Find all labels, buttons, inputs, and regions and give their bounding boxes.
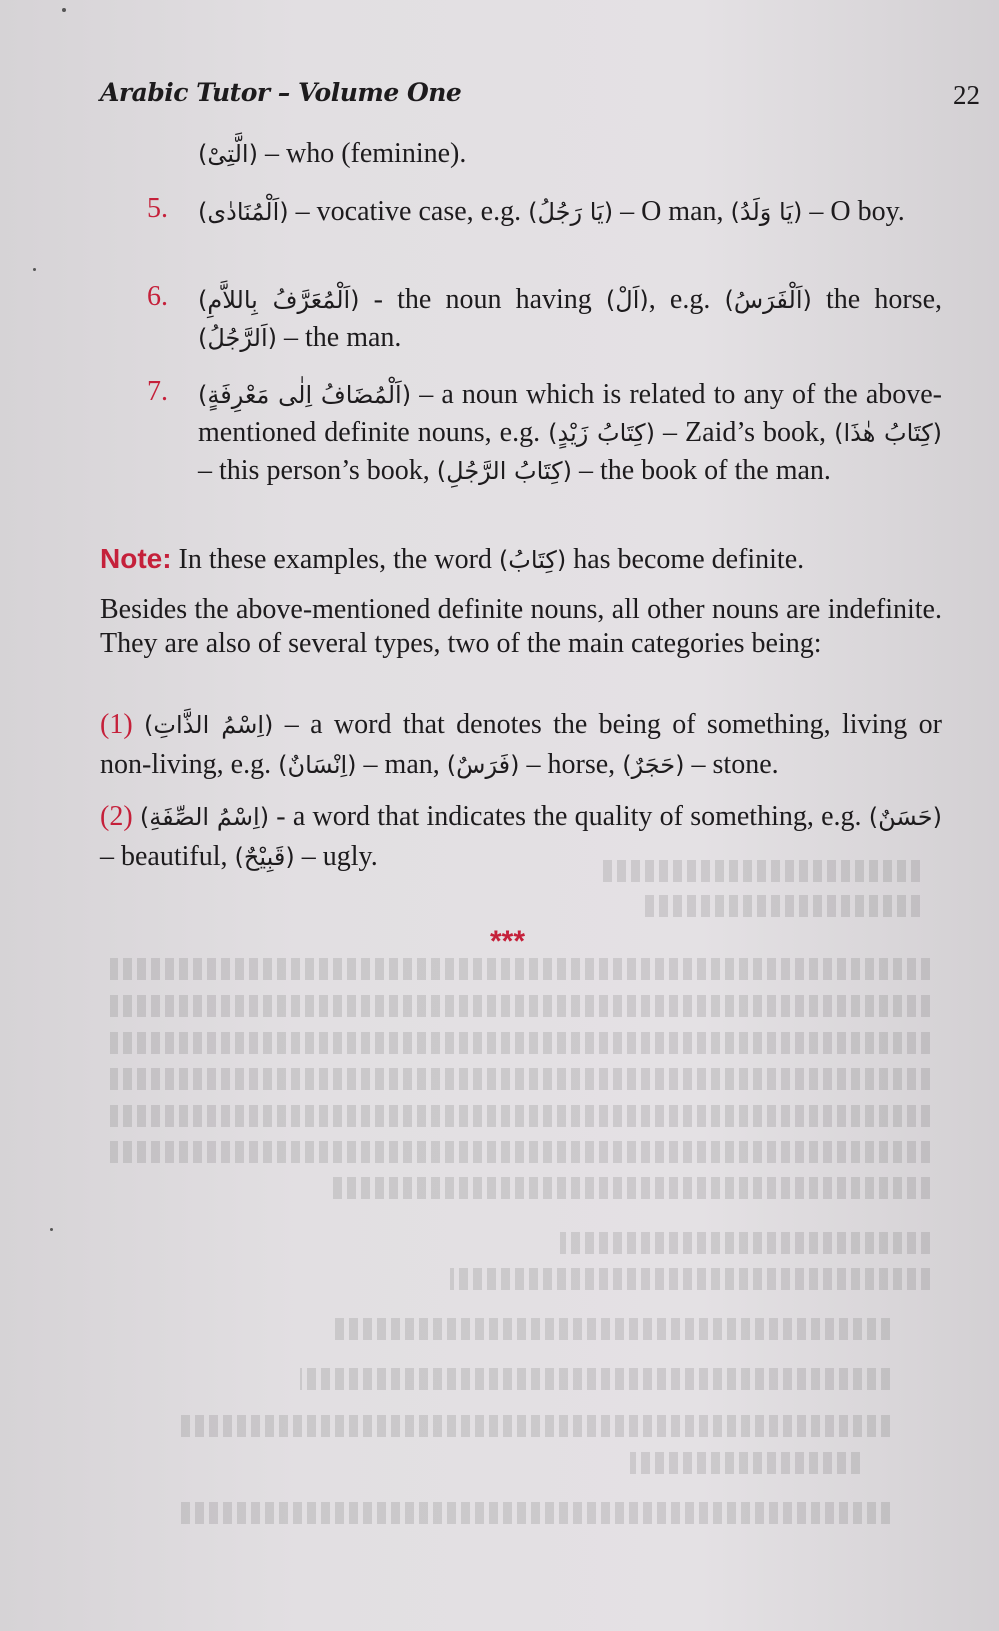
book-title: Arabic Tutor – Volume One <box>100 78 462 107</box>
item-number: 6. <box>147 281 168 312</box>
paragraph: Besides the above-mentioned definite nouns, all other nouns are indefinite. They are also of several types, two of the main categories being: <box>100 594 942 659</box>
arabic-term: (الَّتِىْ) <box>198 140 258 168</box>
category-label: (2) <box>100 801 133 832</box>
list-item-7: (اَلْمُضَافُ اِلٰى مَعْرِفَةٍ) – a noun which is related to any of the above-mentioned definite nouns, e.g. (كِتَابُ زَيْدٍ) – Zaid’s book, (كِتَابُ هٰذَا) – this person’s book, (كِتَابُ الرَّجُلِ) – the book of the man. <box>198 379 942 486</box>
item-number: 7. <box>147 376 168 407</box>
item-number: 5. <box>147 193 168 224</box>
list-item-5: (اَلْمُنَادٰى) – vocative case, e.g. (يَا رَجُلُ) – O man, (يَا وَلَدُ) – O boy. <box>198 196 905 227</box>
running-header <box>100 78 980 118</box>
paper-speck <box>33 268 36 271</box>
note-label: Note: <box>100 543 172 574</box>
note: Note: In these examples, the word (كِتَابُ) has become definite. <box>100 543 805 575</box>
page-number: 22 <box>953 80 980 110</box>
section-divider: *** <box>490 925 526 958</box>
category-2: (2) (اِسْمُ الصِّفَةِ) - a word that indicates the quality of something, e.g. (حَسَنٌ) – beautiful, (قَبِيْحٌ) – ugly. <box>100 801 943 872</box>
category-1: (1) (اِسْمُ الذَّاتِ) – a word that denotes the being of something, living or non-living, e.g. (اِنْسَانٌ) – man, (فَرَسٌ) – horse, (حَجَرٌ) – stone. <box>100 709 942 780</box>
continued-line <box>198 135 466 173</box>
paper-speck <box>50 1228 53 1231</box>
gloss: – who (feminine). <box>257 138 467 169</box>
category-label: (1) <box>100 709 133 740</box>
list-item-6: (اَلْمُعَرَّفُ بِاللاَّمِ) - the noun having (اَلْ), e.g. (اَلْفَرَسُ) the horse, (اَلرَّجُلُ) – the man. <box>198 284 942 353</box>
paper-speck <box>62 8 66 12</box>
